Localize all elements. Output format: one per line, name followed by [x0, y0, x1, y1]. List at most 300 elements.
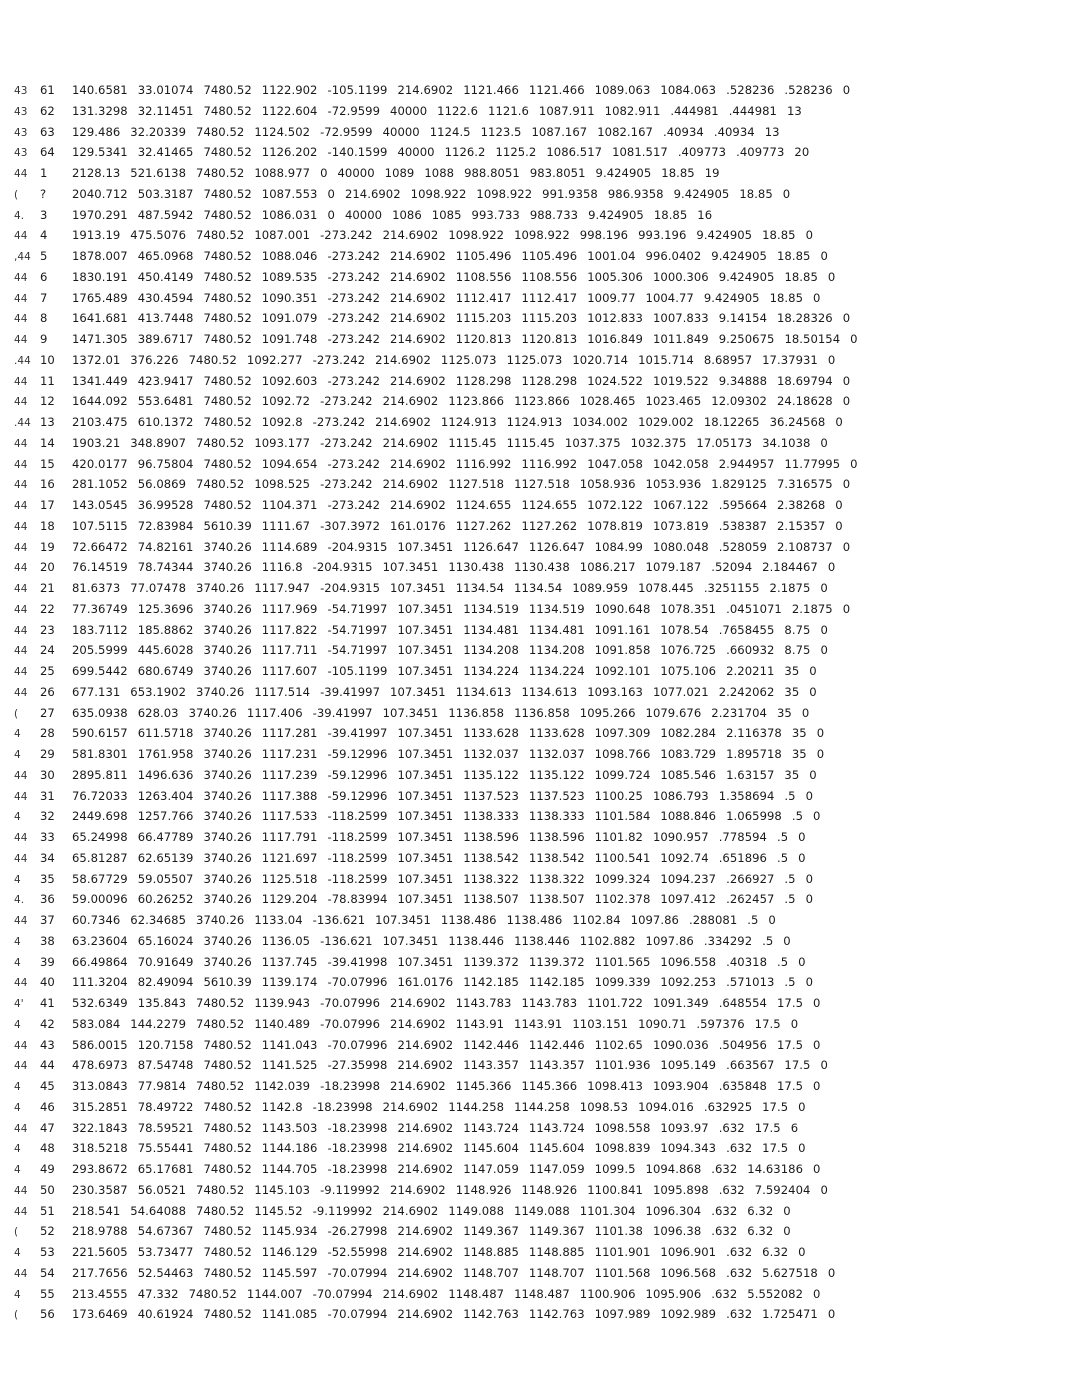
table-row [14, 1076, 830, 1097]
table-cell: -204.9315 [312, 560, 373, 575]
table-cell: 44 [14, 437, 28, 450]
table-cell: 1088.977 [254, 166, 311, 180]
table-cell: 77.07478 [130, 581, 187, 595]
table-cell: 1496.636 [137, 767, 194, 782]
table-cell: 1080.048 [652, 539, 709, 554]
table-cell: 7480.52 [203, 103, 252, 118]
table-cell: 1023.465 [645, 394, 702, 409]
table-cell: 0 [809, 664, 817, 678]
table-cell: 40 [40, 975, 55, 990]
table-cell: 1084.99 [594, 539, 643, 554]
table-cell: 1090.71 [638, 1016, 687, 1031]
table-cell: 1133.628 [528, 726, 585, 741]
table-cell: 1130.438 [514, 560, 570, 575]
table-cell: 1134.54 [514, 581, 563, 595]
table-cell: -9.119992 [312, 1203, 373, 1218]
table-cell: -118.2599 [327, 830, 388, 844]
table-cell: 2895.811 [72, 767, 128, 782]
table-row [14, 101, 812, 122]
table-cell: 1093.97 [660, 1120, 709, 1135]
table-cell: 611.5718 [137, 726, 194, 741]
table-cell: 0 [798, 1099, 806, 1114]
table-cell: .632 [718, 1182, 745, 1197]
table-cell: 0 [320, 166, 328, 180]
table-cell: 1095.266 [579, 705, 636, 720]
table-cell: 993.196 [638, 228, 687, 243]
table-row [14, 786, 823, 807]
table-cell: 44 [14, 396, 28, 409]
table-cell: 13 [40, 415, 55, 429]
table-row [14, 537, 860, 558]
table-row [14, 495, 853, 516]
table-cell: 1100.541 [594, 850, 651, 865]
table-cell: 1089.063 [594, 83, 651, 97]
table-cell: .648554 [718, 996, 767, 1010]
table-cell: .5 [784, 788, 796, 803]
table-cell: 1913.19 [72, 228, 121, 243]
table-cell: .5 [784, 871, 796, 886]
table-cell: 40000 [390, 103, 428, 118]
table-cell: 996.0402 [645, 249, 702, 263]
table-cell: 107.3451 [397, 954, 454, 969]
table-cell: -54.71997 [327, 643, 388, 658]
table-cell: -59.12996 [327, 767, 388, 782]
table-cell: 0 [813, 290, 821, 305]
table-cell: 1137.745 [261, 954, 318, 969]
table-cell: 143.0545 [72, 498, 128, 512]
table-cell: 214.6902 [390, 996, 446, 1010]
table-cell: 1086 [392, 207, 422, 222]
table-cell: .632 [718, 1120, 745, 1135]
table-cell: 16 [697, 207, 713, 222]
table-cell: 18.85 [777, 249, 811, 263]
table-cell: 1146.129 [261, 1245, 318, 1259]
table-cell: 532.6349 [72, 996, 128, 1010]
table-cell: 1147.059 [528, 1162, 585, 1176]
table-cell: 44 [14, 977, 28, 990]
table-cell: 36.24568 [769, 415, 826, 429]
table-cell: 44 [14, 1205, 28, 1218]
table-cell: 7480.52 [196, 228, 245, 243]
table-cell: -273.242 [327, 249, 381, 263]
table-cell: 17.5 [754, 1016, 781, 1031]
table-cell: 39 [40, 954, 55, 969]
table-cell: -52.55998 [327, 1245, 388, 1259]
table-cell: .597376 [696, 1016, 745, 1031]
table-cell: 51 [40, 1203, 55, 1218]
table-cell: 2128.13 [72, 166, 121, 180]
table-cell: .632 [726, 1141, 753, 1156]
table-cell: 1102.882 [579, 933, 636, 948]
table-cell: ,44 [14, 251, 31, 263]
table-cell: -18.23998 [327, 1162, 388, 1176]
table-cell: 1032.375 [630, 435, 687, 450]
table-row [14, 516, 853, 537]
table-cell: 1015.714 [638, 352, 694, 367]
table-cell: 7480.52 [203, 269, 252, 284]
table-cell: 0 [783, 1203, 791, 1218]
table-cell: 1088.846 [660, 809, 717, 824]
table-cell: 1125.518 [261, 871, 318, 886]
table-cell: 1117.791 [261, 830, 318, 844]
table-cell: 7480.52 [203, 332, 252, 346]
table-cell: 44 [14, 769, 28, 782]
table-row [14, 599, 860, 620]
table-cell: 7 [40, 290, 48, 305]
table-row [14, 391, 860, 412]
table-cell: 135.843 [137, 996, 187, 1010]
table-cell: 14 [40, 435, 55, 450]
table-cell: 1124.5 [429, 124, 471, 139]
table-cell: 1124.655 [455, 498, 512, 512]
table-row [14, 1221, 801, 1242]
table-cell: 35 [40, 871, 55, 886]
table-cell: 7480.52 [203, 1141, 252, 1156]
table-cell: 17.5 [754, 1120, 781, 1135]
table-cell: 4 [14, 956, 21, 969]
table-cell: 1142.8 [261, 1099, 303, 1114]
table-cell: 1114.689 [261, 539, 318, 554]
table-cell: 7480.52 [196, 1079, 245, 1093]
table-row [14, 848, 816, 869]
table-cell: 1085.546 [660, 767, 717, 782]
table-cell: 1098.53 [579, 1099, 629, 1114]
table-row [14, 163, 730, 184]
table-cell: 1144.186 [261, 1141, 318, 1156]
table-cell: 1121.466 [528, 83, 585, 97]
table-cell: 1127.262 [455, 518, 512, 533]
table-cell: 66.47789 [137, 830, 194, 844]
table-cell: 214.6902 [375, 415, 431, 429]
table-cell: 185.8862 [137, 622, 194, 637]
table-cell: 1765.489 [72, 290, 128, 305]
table-cell: 3740.26 [188, 705, 237, 720]
table-cell: 1137.523 [528, 788, 585, 803]
table-cell: 465.0968 [137, 249, 194, 263]
table-cell: 1098.922 [476, 186, 533, 201]
table-cell: 1034.002 [572, 415, 629, 429]
table-cell: 1091.748 [261, 332, 318, 346]
table-cell: 32.20339 [130, 124, 187, 139]
table-cell: 1102.378 [594, 892, 651, 907]
table-cell: -273.242 [327, 456, 381, 471]
table-cell: 0 [827, 269, 836, 284]
table-cell: 1145.597 [261, 1265, 318, 1280]
table-cell: 1138.446 [448, 933, 505, 948]
table-cell: 1077.021 [652, 684, 709, 699]
table-cell: 1092.101 [594, 664, 651, 678]
table-cell: 0 [820, 622, 828, 637]
table-cell: 1 [40, 166, 48, 180]
table-cell: 7480.52 [203, 498, 252, 512]
table-cell: 1096.304 [645, 1203, 702, 1218]
table-cell: 214.6902 [382, 1203, 439, 1218]
table-cell: .571013 [726, 975, 775, 990]
table-cell: 107.3451 [397, 726, 454, 741]
table-cell: 1098.922 [410, 186, 467, 201]
table-cell: 5610.39 [203, 975, 252, 990]
table-cell: 43 [14, 85, 28, 97]
table-cell: -307.3972 [320, 518, 381, 533]
table-cell: .632 [711, 1162, 738, 1176]
table-cell: 0 [809, 684, 817, 699]
table-cell: 1084.063 [660, 83, 717, 97]
table-cell: 1098.922 [448, 228, 505, 243]
table-cell: 1117.822 [261, 622, 318, 637]
table-cell: 1001.04 [587, 249, 636, 263]
table-cell: 214.6902 [382, 228, 439, 243]
table-cell: 44 [40, 1058, 55, 1073]
table-cell: 1087.167 [531, 124, 588, 139]
table-cell: .5 [747, 913, 759, 927]
table-cell: 82.49094 [137, 975, 194, 990]
table-cell: -27.35998 [327, 1058, 388, 1073]
table-cell: 7480.52 [203, 1099, 252, 1114]
table-cell: 1078.445 [638, 581, 694, 595]
table-cell: .663567 [726, 1058, 775, 1073]
table-cell: 1138.507 [463, 892, 519, 907]
table-cell: .504956 [718, 1037, 767, 1052]
table-cell: 13 [764, 124, 780, 139]
table-cell: 140.6581 [72, 83, 128, 97]
table-cell: 1087.001 [254, 228, 311, 243]
table-cell: 1089.959 [572, 581, 629, 595]
table-cell: 44 [14, 334, 28, 346]
table-cell: 44 [14, 852, 28, 865]
table-cell: 1091.349 [652, 996, 709, 1010]
table-cell: 47.332 [137, 1286, 179, 1301]
table-cell: -78.83994 [327, 892, 388, 907]
table-cell: 1117.514 [254, 684, 311, 699]
table-cell: 1091.858 [594, 643, 651, 658]
table-cell: 4. [14, 894, 25, 907]
table-cell: 6 [40, 269, 48, 284]
table-cell: 318.5218 [72, 1141, 128, 1156]
table-cell: 1121.466 [463, 83, 519, 97]
table-cell: 1120.813 [521, 332, 578, 346]
table-cell: 1144.705 [261, 1162, 318, 1176]
table-cell: 18.50154 [784, 332, 841, 346]
table-cell: 0 [816, 747, 825, 761]
table-cell: 161.0176 [397, 975, 454, 990]
table-cell: 1095.898 [652, 1182, 709, 1197]
table-cell: 1126.647 [463, 539, 519, 554]
table-cell: 129.5341 [72, 145, 128, 160]
table-cell: -39.41997 [327, 726, 388, 741]
table-cell: 4 [14, 1288, 21, 1301]
table-cell: 173.6469 [72, 1307, 128, 1322]
table-cell: 0 [805, 871, 814, 886]
table-cell: 1117.533 [261, 809, 318, 824]
table-cell: 56.0869 [137, 477, 187, 492]
table-cell: 1.829125 [711, 477, 767, 492]
table-cell: 214.6902 [390, 269, 446, 284]
table-cell: 5 [40, 249, 48, 263]
table-cell: 1101.568 [594, 1265, 651, 1280]
table-cell: 1082.911 [604, 103, 661, 118]
table-cell: 1134.224 [528, 664, 585, 678]
table-cell: 18 [40, 518, 55, 533]
table-cell: 1075.106 [660, 664, 717, 678]
table-cell: 9.250675 [718, 332, 775, 346]
table-cell: 2.1875 [769, 581, 811, 595]
table-cell: 44 [14, 458, 28, 471]
table-cell: 2.15357 [776, 518, 826, 533]
table-cell: 2.242062 [718, 684, 775, 699]
table-cell: 44 [14, 292, 28, 305]
table-cell: 1138.596 [463, 830, 519, 844]
table-cell: 1088 [424, 166, 455, 180]
table-cell: -59.12996 [327, 788, 388, 803]
table-cell: 293.8672 [72, 1162, 128, 1176]
table-cell: 66.49864 [72, 954, 128, 969]
table-cell: 44 [14, 1122, 28, 1135]
table-cell: 1148.487 [514, 1286, 570, 1301]
table-cell: 1145.52 [254, 1203, 303, 1218]
table-cell: 1094.654 [261, 456, 318, 471]
table-cell: 56 [40, 1307, 55, 1322]
table-cell: 1101.38 [594, 1224, 643, 1239]
table-cell: -70.07996 [327, 975, 388, 990]
table-cell: 4 [40, 228, 48, 243]
table-cell: 1471.305 [72, 332, 128, 346]
table-cell: 36.99528 [137, 498, 194, 512]
table-cell: 1144.258 [514, 1099, 570, 1114]
table-cell: -136.621 [312, 913, 366, 927]
table-cell: 3740.26 [196, 581, 245, 595]
table-row [14, 454, 868, 475]
table-cell: 28 [40, 726, 55, 741]
table-cell: .288081 [688, 913, 738, 927]
table-cell: 81.6373 [72, 581, 121, 595]
table-cell: 76.72033 [72, 788, 128, 803]
table-cell: 1117.281 [261, 726, 318, 741]
table-cell: 0 [820, 435, 828, 450]
table-cell: 430.4594 [137, 290, 194, 305]
table-cell: 1117.239 [261, 767, 318, 782]
table-cell: 1145.934 [261, 1224, 318, 1239]
table-cell: 1142.185 [528, 975, 585, 990]
table-cell: 7480.52 [196, 166, 245, 180]
table-cell: -39.41997 [312, 705, 373, 720]
table-cell: .334292 [703, 933, 753, 948]
table-row [14, 184, 800, 205]
table-cell: 0 [820, 1058, 828, 1073]
table-cell: -273.242 [312, 415, 366, 429]
table-cell: 1139.943 [254, 996, 311, 1010]
table-cell: 9.424905 [595, 166, 652, 180]
table-cell: 1115.45 [506, 435, 555, 450]
table-cell: 1149.367 [463, 1224, 519, 1239]
table-cell: 213.4555 [72, 1286, 128, 1301]
table-cell: 0 [798, 1141, 806, 1156]
table-cell: 34.1038 [762, 435, 811, 450]
table-cell: .7658455 [718, 622, 775, 637]
table-cell: 4 [14, 811, 21, 824]
table-cell: 38 [40, 933, 55, 948]
table-cell: ( [14, 1309, 19, 1322]
table-cell: -273.242 [327, 498, 381, 512]
table-cell: 1.358694 [718, 788, 775, 803]
table-cell: 214.6902 [390, 456, 446, 471]
table-cell: .444981 [670, 103, 719, 118]
table-cell: 1144.258 [448, 1099, 505, 1114]
table-cell: 1094.016 [638, 1099, 694, 1114]
table-cell: 1121.6 [488, 103, 529, 118]
table-cell: 87.54748 [137, 1058, 194, 1073]
table-cell: 1100.25 [594, 788, 643, 803]
table-cell: 221.5605 [72, 1245, 128, 1259]
table-cell: .778594 [718, 830, 767, 844]
table-cell: -18.23998 [327, 1120, 388, 1135]
table-cell: 107.3451 [397, 539, 454, 554]
table-cell: 7480.52 [203, 373, 252, 388]
table-cell: 1086.517 [546, 145, 603, 160]
table-cell: 699.5442 [72, 664, 128, 678]
table-cell: .660932 [726, 643, 775, 658]
table-cell: 5.552082 [747, 1286, 804, 1301]
table-cell: 1096.558 [660, 954, 717, 969]
table-cell: 1101.936 [594, 1058, 651, 1073]
table-cell: 40.61924 [137, 1307, 194, 1322]
table-cell: 1115.203 [521, 311, 578, 326]
table-row [14, 952, 816, 973]
table-cell: 53 [40, 1245, 55, 1259]
table-row [14, 288, 830, 309]
table-cell: 1016.849 [587, 332, 643, 346]
table-cell: 0 [805, 975, 814, 990]
table-cell: 25 [40, 664, 55, 678]
table-cell: 1136.858 [448, 705, 505, 720]
table-cell: 43 [14, 105, 28, 118]
table-cell: 0 [798, 850, 806, 865]
table-cell: 107.3451 [397, 622, 454, 637]
table-cell: 389.6717 [137, 332, 194, 346]
table-cell: 1126.2 [444, 145, 486, 160]
table-row [14, 703, 819, 724]
table-cell: 3740.26 [203, 892, 252, 907]
table-cell: 77.9814 [137, 1079, 187, 1093]
table-cell: 54.67367 [137, 1224, 194, 1239]
table-cell: -140.1599 [327, 145, 388, 160]
table-row [14, 765, 827, 786]
table-cell: 44 [14, 832, 28, 844]
table-cell: 1053.936 [645, 477, 702, 492]
table-cell: 12.09302 [711, 394, 767, 409]
table-cell: 6.32 [747, 1224, 774, 1239]
table-cell: 3740.26 [203, 643, 252, 658]
table-cell: 1122.902 [261, 83, 318, 97]
table-cell: 36 [40, 892, 55, 907]
table-cell: 65.24998 [72, 830, 128, 844]
table-cell: 131.3298 [72, 103, 128, 118]
table-cell: 1139.372 [463, 954, 519, 969]
table-cell: 2103.475 [72, 415, 128, 429]
table-cell: 1142.446 [463, 1037, 519, 1052]
table-cell: -273.242 [312, 352, 366, 367]
table-cell: 125.3696 [137, 601, 194, 616]
table-cell: 107.3451 [397, 747, 454, 761]
table-cell: 1094.343 [660, 1141, 717, 1156]
table-cell: 65.81287 [72, 850, 128, 865]
table-cell: 0 [842, 477, 851, 492]
table-cell: 1092.989 [660, 1307, 717, 1322]
table-cell: 0 [790, 1016, 799, 1031]
table-cell: 1134.613 [521, 684, 578, 699]
table-cell: 78.59521 [137, 1120, 194, 1135]
table-cell: 3740.26 [203, 850, 252, 865]
table-cell: 0 [798, 1245, 806, 1259]
